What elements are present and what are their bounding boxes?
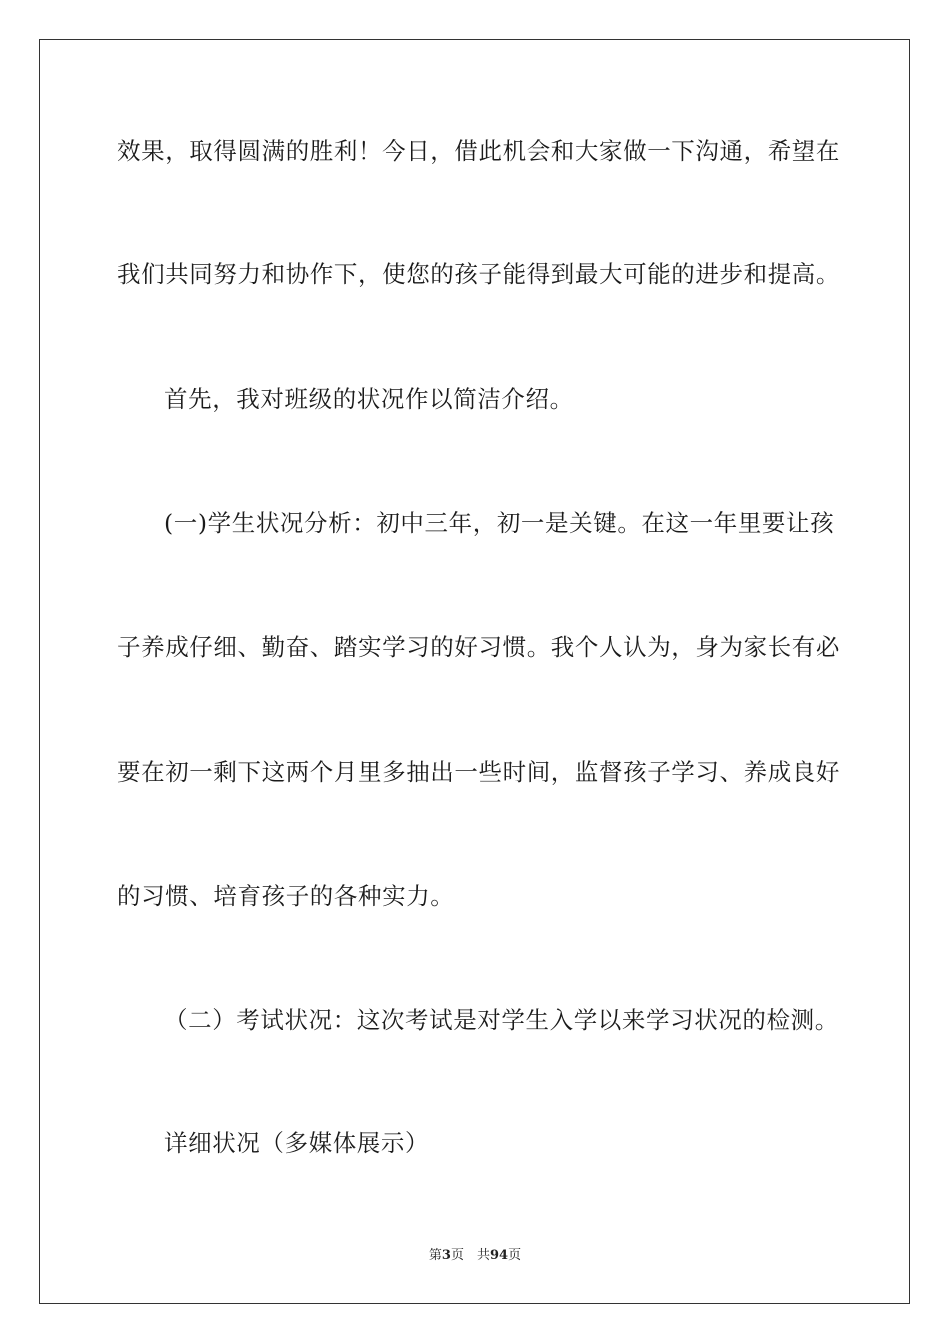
paragraph-line: （二）考试状况：这次考试是对学生入学以来学习状况的检测。 [164, 1006, 839, 1034]
paragraph-line: 首先，我对班级的状况作以简洁介绍。 [164, 385, 574, 413]
paragraph-line: 的习惯、培育孩子的各种实力。 [117, 882, 455, 910]
footer-suffix: 页 [508, 1248, 522, 1263]
paragraph-line: 我们共同努力和协作下，使您的孩子能得到最大可能的进步和提高。 [117, 260, 840, 288]
paragraph-line: 子养成仔细、勤奋、踏实学习的好习惯。我个人认为，身为家长有必 [117, 633, 840, 661]
paragraph-line: (一)学生状况分析：初中三年，初一是关键。在这一年里要让孩 [164, 509, 835, 537]
paragraph-line: 要在初一剩下这两个月里多抽出一些时间，监督孩子学习、养成良好 [117, 758, 840, 786]
paragraph-line: 详细状况（多媒体展示） [164, 1129, 430, 1157]
footer-prefix: 第 [428, 1248, 442, 1263]
footer-total-pages: 94 [489, 1248, 509, 1263]
footer-middle: 页 共 [450, 1248, 490, 1263]
paragraph-line: 效果，取得圆满的胜利！今日，借此机会和大家做一下沟通，希望在 [117, 137, 840, 165]
page-footer [0, 1247, 950, 1265]
page-border [39, 39, 910, 1304]
footer-page-number: 3 [441, 1248, 451, 1263]
